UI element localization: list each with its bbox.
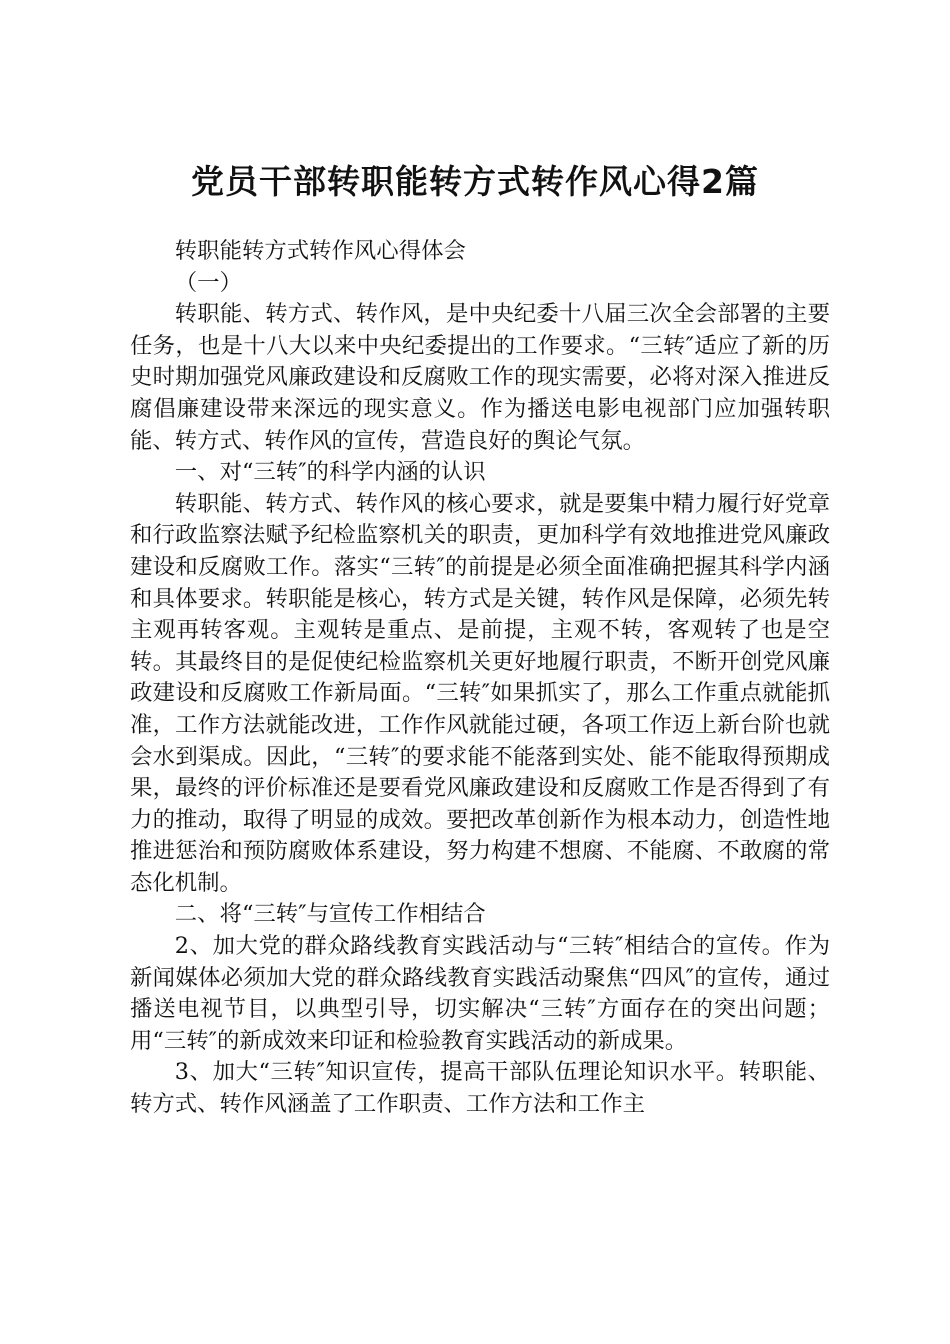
document-subtitle: 转职能转方式转作风心得体会 — [174, 238, 466, 264]
document-body — [130, 236, 830, 1121]
document-title: 党员干部转职能转方式转作风心得2篇 — [191, 162, 759, 201]
part-label: （一） — [174, 269, 242, 296]
paragraph-item-2: 2、加大党的群众路线教育实践活动与“三转″相结合的宣传。作为新闻媒体必须加大党的群众路线教育实践活动聚焦“四风″的宣传，通过播送电视节目，以典型引导，切实解决“三转″方面存在的突出问题；用“三转″的新成效来印证和检验教育实践活动的新成果。 — [130, 933, 830, 1054]
paragraph-intro: 转职能、转方式、转作风，是中央纪委十八届三次全会部署的主要任务，也是十八大以来中央纪委提出的工作要求。“三转″适应了新的历史时期加强党风廉政建设和反腐败工作的现实需要，必将对深入推进反腐倡廉建设带来深远的现实意义。作为播送电影电视部门应加强转职能、转方式、转作风的宣传，营造良好的舆论气氛。 — [130, 301, 830, 454]
paragraph-item-3: 3、加大“三转″知识宣传，提高干部队伍理论知识水平。转职能、转方式、转作风涵盖了工作职责、工作方法和工作主 — [130, 1059, 830, 1118]
section-heading-two: 二、将“三转″与宣传工作相结合 — [174, 901, 486, 928]
paragraph-core-requirements: 转职能、转方式、转作风的核心要求，就是要集中精力履行好党章和行政监察法赋予纪检监察机关的职责，更加科学有效地推进党风廉政建设和反腐败工作。落实“三转″的前提是必须全面准确把握其科学内涵和具体要求。转职能是核心，转方式是关键，转作风是保障，必须先转主观再转客观。主观转是重点、是前提，主观不转，客观转了也是空转。其最终目的是促使纪检监察机关更好地履行职责，不断开创党风廉政建设和反腐败工作新局面。“三转″如果抓实了，那么工作重点就能抓准，工作方法就能改进，工作作风就能过硬，各项工作迈上新台阶也就会水到渠成。因此，“三转″的要求能不能落到实处、能不能取得预期成果，最终的评价标准还是要看党风廉政建设和反腐败工作是否得到了有力的推动，取得了明显的成效。要把改革创新作为根本动力，创造性地推进惩治和预防腐败体系建设，努力构建不想腐、不能腐、不敢腐的常态化机制。 — [130, 490, 830, 896]
section-heading-one: 一、对“三转″的科学内涵的认识 — [174, 459, 486, 486]
